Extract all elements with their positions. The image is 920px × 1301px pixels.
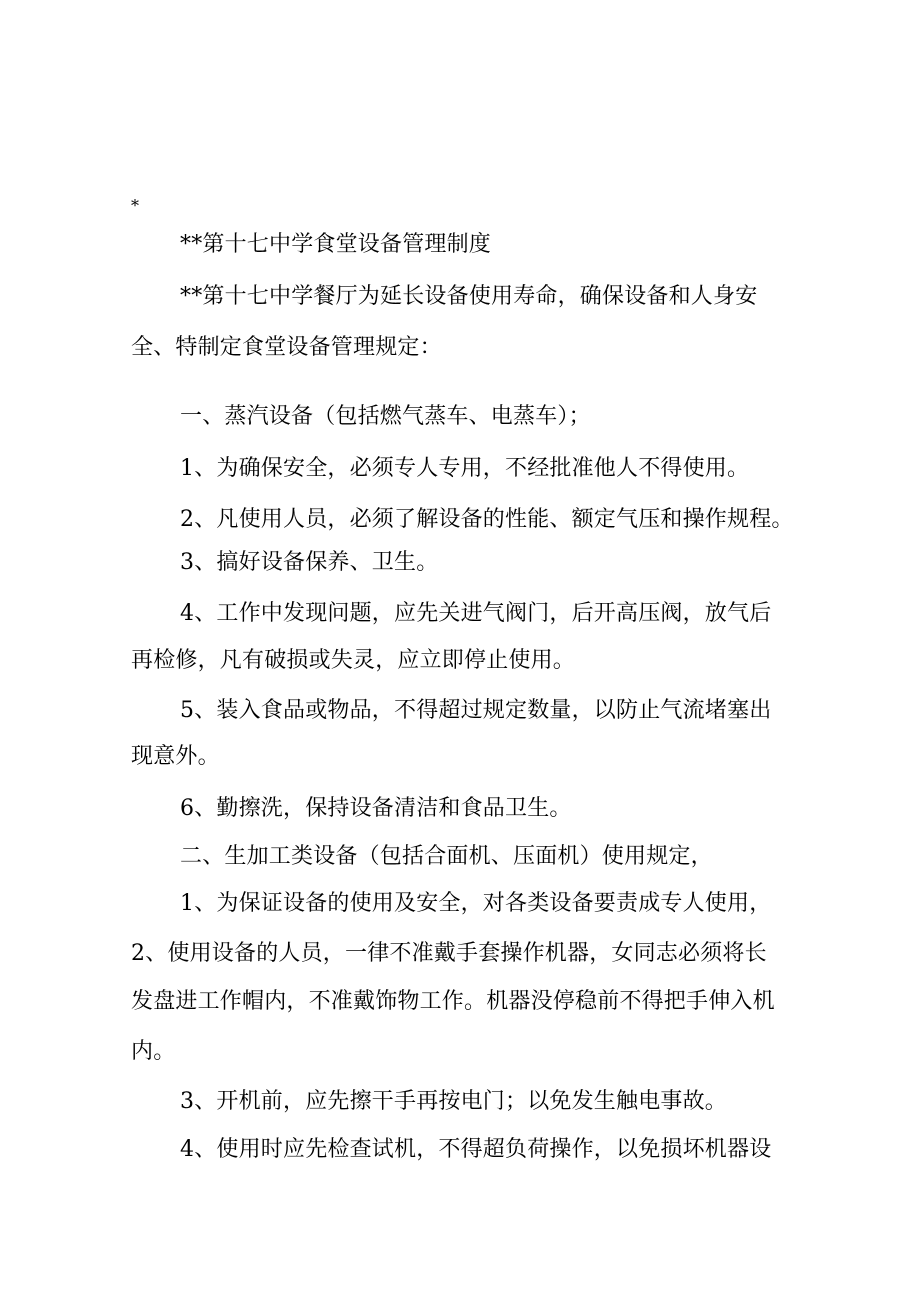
section-1-item-1: 1、为确保安全，必须专人专用，不经批准他人不得使用。 <box>180 456 750 481</box>
intro-line-2: 全、特制定食堂设备管理规定： <box>131 335 442 360</box>
section-1-item-6: 6、勤擦洗，保持设备清洁和食品卫生。 <box>180 796 572 821</box>
section-1-item-4-line-1: 4、工作中发现问题，应先关进气阀门，后开高压阀，放气后 <box>180 601 772 626</box>
section-1-item-5-line-1: 5、装入食品或物品，不得超过规定数量，以防止气流堵塞出 <box>180 698 772 723</box>
section-2-item-2-line-2: 发盘进工作帽内，不准戴饰物工作。机器没停稳前不得把手伸入机 <box>131 989 775 1014</box>
section-1-item-4-line-2: 再检修，凡有破损或失灵，应立即停止使用。 <box>131 648 576 673</box>
document-title: **第十七中学食堂设备管理制度 <box>180 232 492 257</box>
section-2-item-3: 3、开机前，应先擦干手再按电门；以免发生触电事故。 <box>180 1089 727 1114</box>
section-1-item-5-line-2: 现意外。 <box>131 744 220 769</box>
section-2-item-2-line-3: 内。 <box>131 1039 176 1064</box>
section-2-heading: 二、生加工类设备（包括合面机、压面机）使用规定， <box>180 844 713 869</box>
section-1-item-3: 3、搞好设备保养、卫生。 <box>180 550 439 575</box>
section-1-heading: 一、蒸汽设备（包括燃气蒸车、电蒸车）； <box>180 404 591 429</box>
page-marker: * <box>131 196 139 215</box>
intro-line-1: **第十七中学餐厅为延长设备使用寿命，确保设备和人身安 <box>180 284 758 309</box>
section-1-item-2: 2、凡使用人员，必须了解设备的性能、额定气压和操作规程。 <box>180 507 794 532</box>
section-2-item-4: 4、使用时应先检查试机，不得超负荷操作，以免损坏机器设 <box>180 1137 772 1162</box>
section-2-item-2-line-1: 2、使用设备的人员，一律不准戴手套操作机器，女同志必须将长 <box>131 941 767 966</box>
section-2-item-1: 1、为保证设备的使用及安全，对各类设备要责成专人使用， <box>180 891 772 916</box>
